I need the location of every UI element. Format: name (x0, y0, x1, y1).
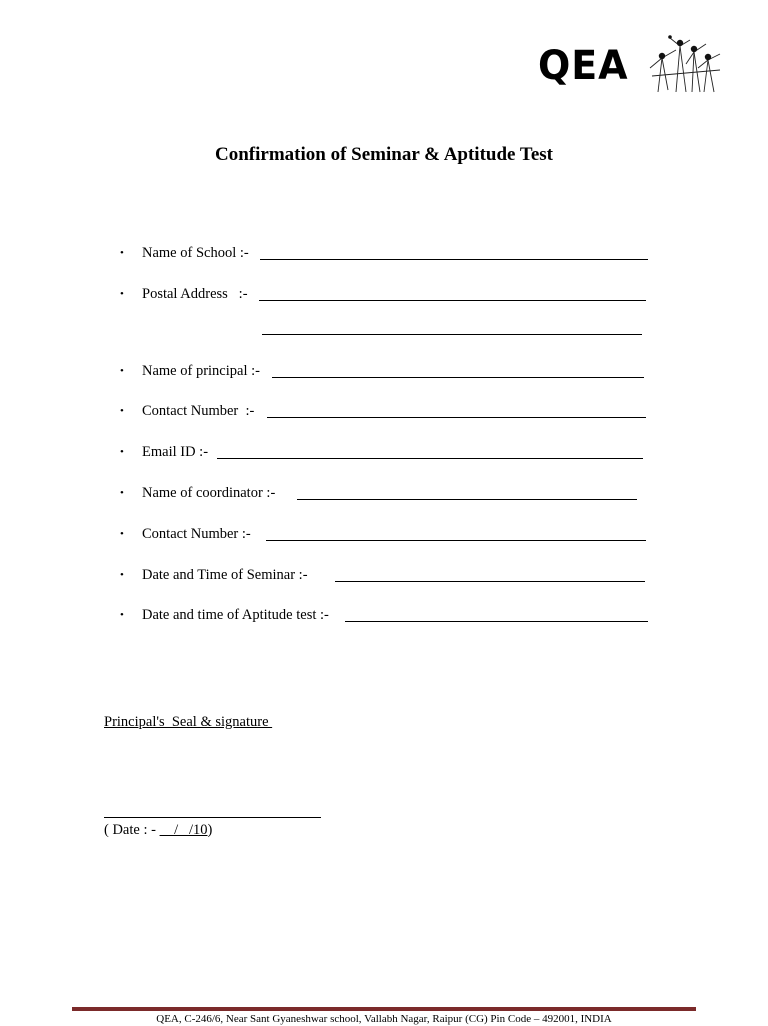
date-line (104, 820, 212, 840)
bullet: • (120, 569, 124, 581)
figures-logo-icon (646, 34, 724, 96)
field-label: Date and Time of Seminar :- (142, 567, 312, 583)
field-label: Contact Number :- (142, 403, 258, 419)
school-name-blank[interactable] (260, 259, 648, 260)
bullet: • (120, 365, 124, 377)
principal-name-blank[interactable] (272, 377, 644, 378)
bullet: • (120, 446, 124, 458)
footer-rule (72, 1007, 696, 1011)
seminar-datetime-blank[interactable] (335, 581, 645, 582)
postal-address-blank[interactable] (259, 300, 646, 301)
bullet: • (120, 288, 124, 300)
signature-line[interactable] (104, 817, 321, 818)
coordinator-name-blank[interactable] (297, 499, 637, 500)
seal-signature-caption: Principal's Seal & signature (104, 714, 273, 730)
document-title: Confirmation of Seminar & Aptitude Test (215, 144, 553, 165)
footer-address: QEA, C-246/6, Near Sant Gyaneshwar school, Vallabh Nagar, Raipur (CG) Pin Code – 492001, INDIA (156, 1013, 612, 1025)
email-id-blank[interactable] (217, 458, 643, 459)
bullet: • (120, 487, 124, 499)
field-label: Date and time of Aptitude test :- (142, 607, 333, 623)
bullet: • (120, 405, 124, 417)
coordinator-contact-blank[interactable] (266, 540, 646, 541)
date-prefix: ( Date : - (104, 822, 160, 838)
bullet: • (120, 247, 124, 259)
field-label: Name of School :- (142, 245, 253, 261)
field-label: Name of principal :- (142, 363, 264, 379)
field-label: Email ID :- (142, 444, 212, 460)
postal-address-blank-2[interactable] (262, 334, 642, 335)
logo-text: QEA (538, 43, 629, 89)
date-value[interactable]: / /10 (159, 822, 208, 838)
bullet: • (120, 528, 124, 540)
company-logo (538, 34, 724, 98)
field-label: Postal Address :- (142, 286, 252, 302)
field-label: Contact Number :- (142, 526, 255, 542)
date-suffix: ) (207, 822, 213, 838)
field-label: Name of coordinator :- (142, 485, 279, 501)
bullet: • (120, 609, 124, 621)
contact-number-blank[interactable] (267, 417, 646, 418)
aptitude-datetime-blank[interactable] (345, 621, 648, 622)
